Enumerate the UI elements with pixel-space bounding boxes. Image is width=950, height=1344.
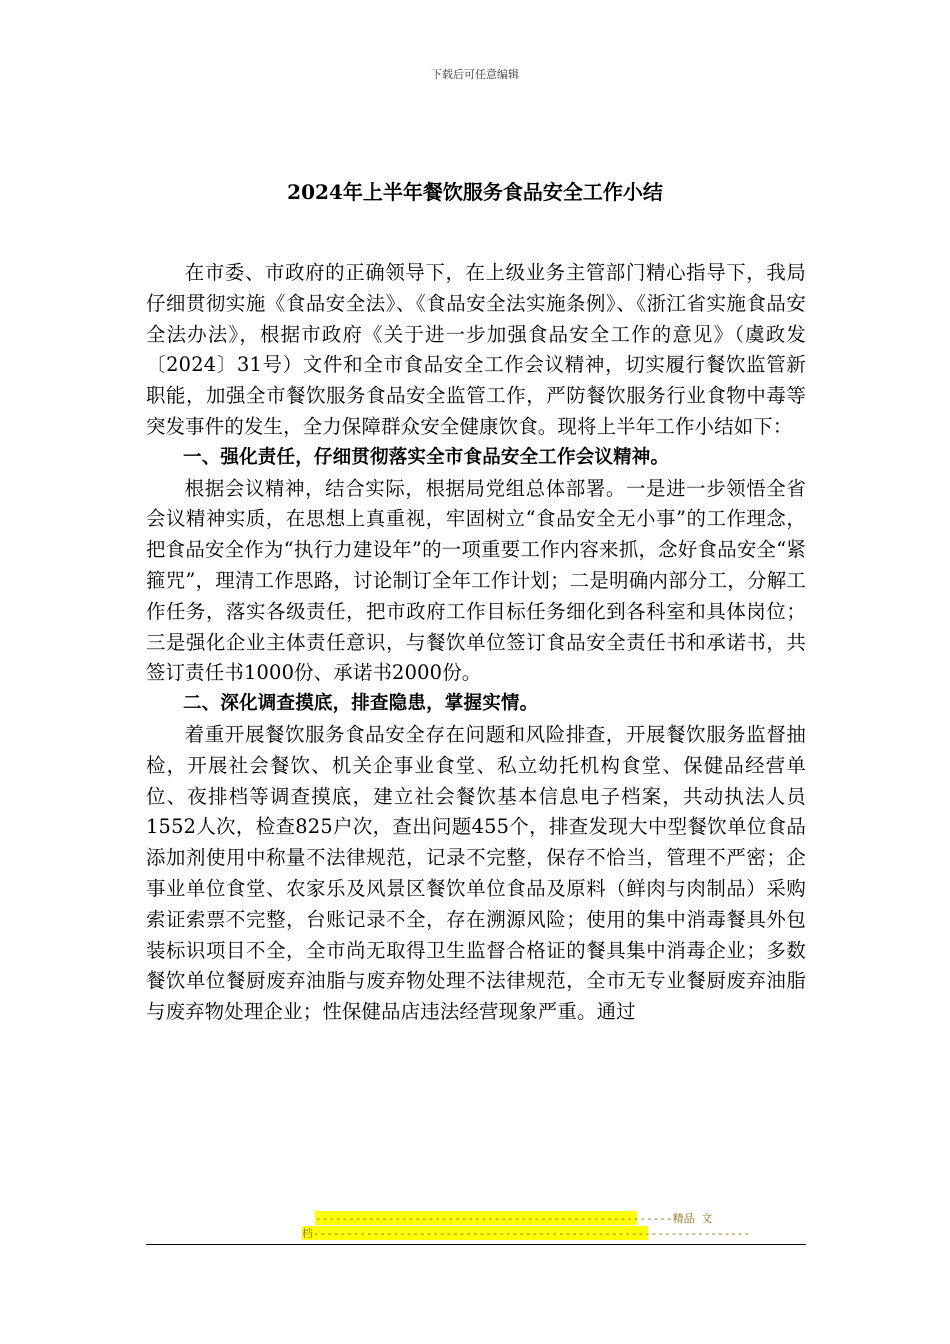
section-paragraph-1: 根据会议精神，结合实际，根据局党组总体部署。一是进一步领悟全省会议精神实质，在思想上真重视，牢固树立“食品安全无小事”的工作理念，把食品安全作为“执行力建设年”的一项重要工作内容来抓，念好食品安全“紧箍咒”，理清工作思路，讨论制订全年工作计划；二是明确内部分工，分解工作任务，落实各级责任，把市政府工作目标任务细化到各科室和具体岗位；三是强化企业主体责任意识，与餐饮单位签订食品安全责任书和承诺书，共签订责任书1000份、承诺书2000份。 xyxy=(146,476,806,685)
header-note: 下载后可任意编辑 xyxy=(431,68,519,81)
document-body xyxy=(146,258,806,1028)
document-title: 2024年上半年餐饮服务食品安全工作小结 xyxy=(287,180,663,204)
section-paragraph-2: 着重开展餐饮服务食品安全存在问题和风险排查，开展餐饮服务监督抽检，开展社会餐饮、机关企事业食堂、私立幼托机构食堂、保健品经营单位、夜排档等调查摸底，建立社会餐饮基本信息电子档案，共动执法人员1552人次，检查825户次，查出问题455个，排查发现大中型餐饮单位食品添加剂使用中称量不法律规范，记录不完整，保存不恰当，管理不严密；企事业单位食堂、农家乐及风景区餐饮单位食品及原料（鲜肉与肉制品）采购索证索票不完整，台账记录不全，存在溯源风险；使用的集中消毒餐具外包装标识项目不全，全市尚无取得卫生监督合格证的餐具集中消毒企业；多数餐饮单位餐厨废弃油脂与废弃物处理不法律规范，全市无专业餐厨废弃油脂与废弃物处理企业；性保健品店违法经营现象严重。通过 xyxy=(146,722,806,1024)
section-heading-2: 二、深化调查摸底，排查隐患，掌握实情。 xyxy=(183,693,539,715)
footer-banner-line-1: ------------------------------------------------------精品 文 xyxy=(315,1212,713,1225)
footer-divider xyxy=(146,1244,806,1245)
intro-paragraph: 在市委、市政府的正确领导下，在上级业务主管部门精心指导下，我局仔细贯彻实施《食品安全法》、《食品安全法实施条例》、《浙江省实施食品安全法办法》，根据市政府《关于进一步加强食品安全工作的意见》（虞政发〔2024〕31号）文件和全市食品安全工作会议精神，切实履行餐饮监管新职能，加强全市餐饮服务食品安全监管工作，严防餐饮服务行业食物中毒等突发事件的发生，全力保障群众安全健康饮食。现将上半年工作小结如下： xyxy=(146,261,806,438)
footer-banner-line-2: 档------------------------------------------------------------------ xyxy=(302,1227,751,1240)
section-heading-1: 一、强化责任，仔细贯彻落实全市食品安全工作会议精神。 xyxy=(183,446,670,468)
